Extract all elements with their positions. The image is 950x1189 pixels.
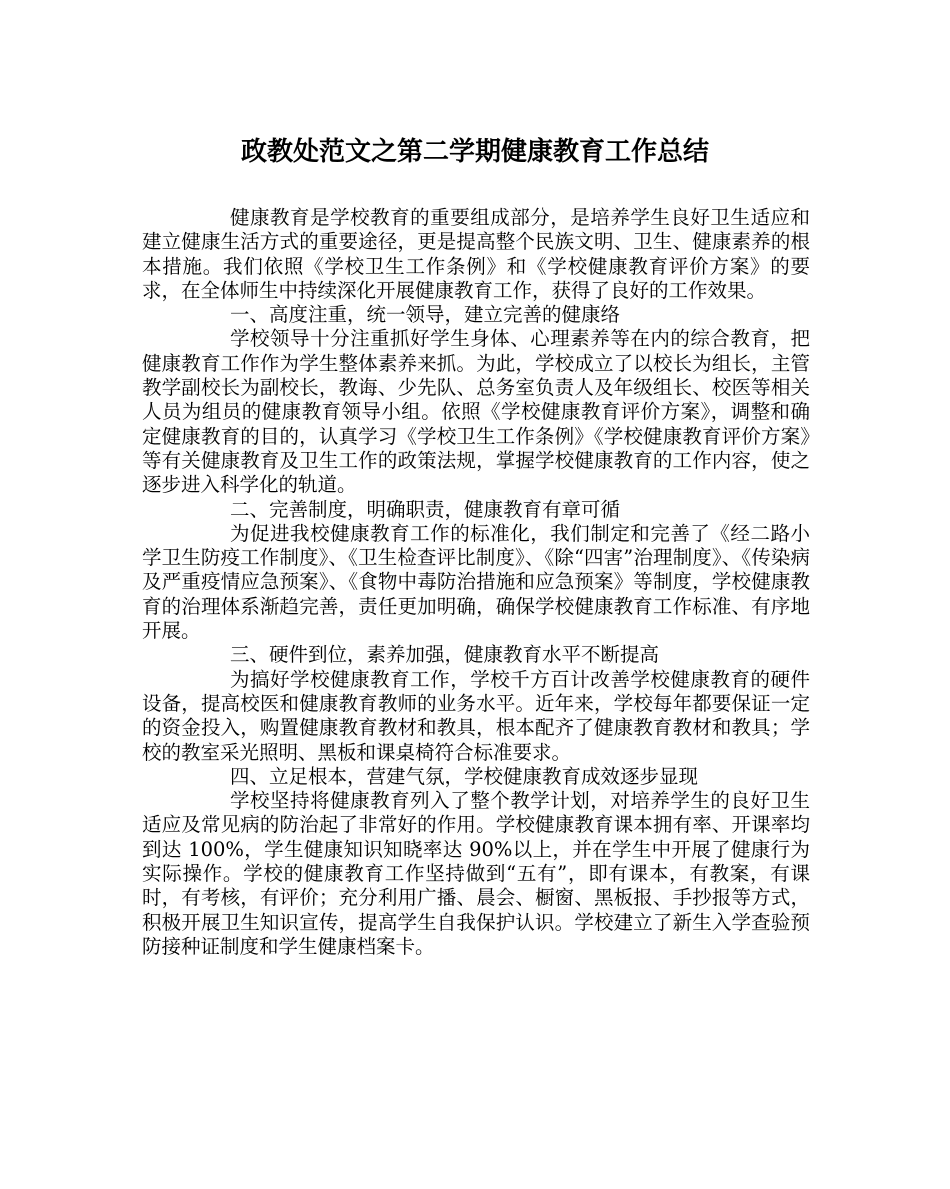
section-2-heading: 二、完善制度，明确职责，健康教育有章可循 xyxy=(230,497,621,521)
section-4-paragraph: 学校坚持将健康教育列入了整个教学计划，对培养学生的良好卫生适应及常见病的防治起了非常好的作用。学校健康教育课本拥有率、开课率均到达 100%，学生健康知识知晓率达 90%以上，并在学生中开展了健康行为实际操作。学校的健康教育工作坚持做到“五有”，即有课本，有教案，有课时，有考核，有评价；充分利用广播、晨会、橱窗、黑板报、手抄报等方式，积极开展卫生知识宣传，提高学生自我保护认识。学校建立了新生入学查验预防接种证制度和学生健康档案卡。 xyxy=(142,789,810,958)
document-body xyxy=(142,206,810,959)
section-3-heading: 三、硬件到位，素养加强，健康教育水平不断提高 xyxy=(230,643,660,667)
section-2-paragraph: 为促进我校健康教育工作的标准化，我们制定和完善了《经二路小学卫生防疫工作制度》、《卫生检查评比制度》、《除“四害”治理制度》、《传染病及严重疫情应急预案》、《食物中毒防治措施和应急预案》等制度，学校健康教育的治理体系渐趋完善，责任更加明确，确保学校健康教育工作标准、有序地开展。 xyxy=(142,521,810,643)
section-1-heading: 一、高度注重，统一领导，建立完善的健康络 xyxy=(230,303,621,327)
intro-paragraph: 健康教育是学校教育的重要组成部分，是培养学生良好卫生适应和建立健康生活方式的重要途径，更是提高整个民族文明、卫生、健康素养的根本措施。我们依照《学校卫生工作条例》和《学校健康教育评价方案》的要求，在全体师生中持续深化开展健康教育工作，获得了良好的工作效果。 xyxy=(142,206,810,302)
document-title: 政教处范文之第二学期健康教育工作总结 xyxy=(240,137,709,167)
section-4-heading: 四、立足根本，营建气氛，学校健康教育成效逐步显现 xyxy=(230,764,699,788)
section-3-paragraph: 为搞好学校健康教育工作，学校千方百计改善学校健康教育的硬件设备，提高校医和健康教育教师的业务水平。近年来，学校每年都要保证一定的资金投入，购置健康教育教材和教具，根本配齐了健康教育教材和教具；学校的教室采光照明、黑板和课桌椅符合标准要求。 xyxy=(142,667,810,764)
section-1-paragraph: 学校领导十分注重抓好学生身体、心理素养等在内的综合教育，把健康教育工作作为学生整体素养来抓。为此，学校成立了以校长为组长，主管教学副校长为副校长，教诲、少先队、总务室负责人及年级组长、校医等相关人员为组员的健康教育领导小组。依照《学校健康教育评价方案》，调整和确定健康教育的目的，认真学习《学校卫生工作条例》《学校健康教育评价方案》等有关健康教育及卫生工作的政策法规，掌握学校健康教育的工作内容，使之逐步进入科学化的轨道。 xyxy=(142,327,810,497)
